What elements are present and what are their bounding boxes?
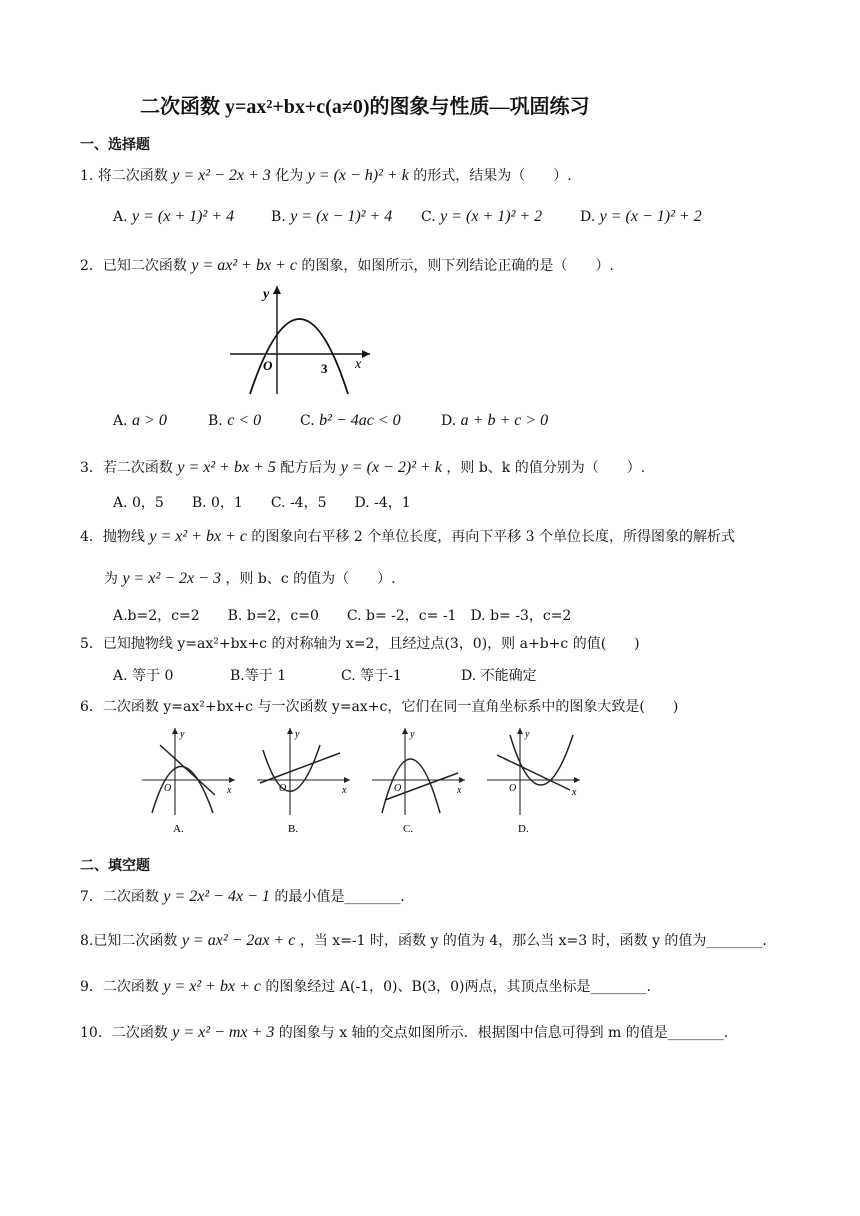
graph-x-label: x [572,787,577,798]
option-text: 等于 0 [132,668,174,684]
q1-mid: 化为 [275,168,304,184]
x-axis-arrow [574,777,580,783]
q5-option-c[interactable] [341,665,402,685]
option-label: C. [421,209,436,225]
graph-origin-label: O [263,358,273,373]
q6-graph-b[interactable] [255,725,355,835]
q9-pre: 9．二次函数 [80,979,159,995]
graph-x-label: x [342,785,347,796]
q4-options[interactable]: A.b=2，c=2 B. b=2，c=0 C. b= -2，c= -1 D. b= -3，c=2 [113,608,572,624]
q4-pre2: 为 [104,571,118,587]
graph-origin-label: O [164,783,172,794]
q5-option-d[interactable] [461,665,537,685]
q10-answer-blank[interactable]: 的图象与 x 轴的交点如图所示．根据图中信息可得到 m 的值是________. [278,1025,729,1041]
graph-option-label: A. [173,823,184,835]
graph-y-label: y [180,729,185,740]
q4-pre: 4．抛物线 [80,529,145,545]
option-label: A. [113,413,128,429]
option-label: C. [300,413,315,429]
q5-option-a[interactable] [113,665,173,685]
graph-origin-label: O [509,783,517,794]
graph-root-label: 3 [321,361,328,376]
line-graph [260,753,340,783]
question-5: 5．已知抛物线 y=ax²+bx+c 的对称轴为 x=2，且经过点(3，0)，则 a+b+c 的值( ) [80,636,640,652]
q8-pre: 8.已知二次函数 [80,933,178,949]
q5-option-b[interactable] [230,665,286,685]
q3-pre: 3．若二次函数 [80,460,173,476]
parabola-curve [152,767,213,814]
q10-pre: 10．二次函数 [80,1025,168,1041]
x-axis-arrow [344,777,350,783]
y-axis-arrow [517,728,523,734]
graph-origin-label: O [394,783,402,794]
option-label: B. [230,668,245,684]
q4-post2: ，则 b、c 的值为（ ）. [225,571,396,587]
option-text: b² − 4ac < 0 [319,412,401,429]
q1-option-b[interactable] [271,208,392,226]
option-text: 不能确定 [480,668,537,684]
q6-graph-d[interactable] [485,725,585,835]
option-text: a > 0 [132,412,167,429]
y-axis-arrow [273,286,281,294]
question-4-line2 [104,568,396,588]
q4-formula2: y = x² − 2x − 3 [122,570,221,587]
q2-option-a[interactable] [113,412,167,430]
question-9 [80,976,651,996]
option-text: y = (x + 1)² + 2 [440,208,543,225]
q3-mid: 配方后为 [280,460,337,476]
option-text: y = (x − 1)² + 2 [599,208,702,225]
q3-formula2: y = (x − 2)² + k [340,459,442,476]
section-heading-choice: 一、选择题 [80,137,150,153]
question-4-line1 [80,526,735,546]
q2-parabola-graph [225,282,375,397]
parabola-curve [263,745,320,791]
q6-graph-a[interactable] [140,725,240,835]
x-axis-arrow [459,777,465,783]
q2-option-c[interactable] [300,412,401,430]
question-3 [80,457,645,477]
question-1 [80,165,572,185]
q7-pre: 7．二次函数 [80,889,159,905]
question-8 [80,930,767,950]
option-label: A. [113,668,128,684]
option-text: 等于-1 [360,668,402,684]
question-2 [80,255,614,275]
q8-answer-blank[interactable]: ，当 x=-1 时，函数 y 的值为 4，那么当 x=3 时，函数 y 的值为________. [299,933,767,949]
graph-option-label: B. [288,823,299,835]
page-title: 二次函数 y=ax²+bx+c(a≠0)的图象与性质—巩固练习 [140,96,590,118]
graph-option-label: C. [403,823,414,835]
graph-y-label: y [410,729,415,740]
option-text: a + b + c > 0 [460,412,549,429]
y-axis-arrow [172,728,178,734]
q1-option-c[interactable] [421,208,542,226]
option-label: D. [441,413,457,429]
q9-answer-blank[interactable]: 的图象经过 A(-1，0)、B(3，0)两点，其顶点坐标是________. [265,979,651,995]
q8-formula: y = ax² − 2ax + c [181,932,296,949]
graph-y-label: y [295,729,300,740]
q9-formula: y = x² + bx + c [163,978,261,995]
section-heading-fill: 二、填空题 [80,858,150,874]
q2-post: 的图象，如图所示，则下列结论正确的是（ ）. [301,258,614,274]
q4-formula1: y = x² + bx + c [149,528,247,545]
line-graph [497,755,570,790]
q4-post1: 的图象向右平移 2 个单位长度，再向下平移 3 个单位长度，所得图象的解析式 [251,529,736,545]
question-7 [80,886,405,906]
q2-pre: 2．已知二次函数 [80,258,187,274]
parabola-curve [250,319,348,394]
y-axis-arrow [287,728,293,734]
graph-origin-label: O [279,783,287,794]
q7-formula: y = 2x² − 4x − 1 [163,888,270,905]
option-label: D. [461,668,477,684]
parabola-curve [382,759,440,813]
q1-post: 的形式，结果为（ ）. [413,168,572,184]
option-label: A. [113,209,128,225]
q1-formula1: y = x² − 2x + 3 [172,167,271,184]
x-axis-arrow [229,777,235,783]
graph-y-label: y [525,729,530,740]
option-label: B. [208,413,223,429]
q1-option-a[interactable] [113,208,234,226]
option-text: c < 0 [227,412,262,429]
q3-formula1: y = x² + bx + 5 [177,459,276,476]
q2-formula: y = ax² + bx + c [191,257,297,274]
option-label: C. [341,668,356,684]
graph-x-label: x [457,785,462,796]
q3-options[interactable]: A. 0，5 B. 0，1 C. -4，5 D. -4，1 [113,495,411,511]
q2-option-d[interactable] [441,412,548,430]
x-axis-arrow [362,350,370,358]
graph-x-label: x [355,357,362,372]
option-text: y = (x − 1)² + 4 [290,208,393,225]
question-10 [80,1022,728,1042]
graph-option-label: D. [518,823,529,835]
q1-formula2: y = (x − h)² + k [307,167,409,184]
graph-y-label: y [263,287,270,302]
graph-x-label: x [227,785,232,796]
q6-graph-c[interactable] [370,725,470,835]
q1-option-d[interactable] [580,208,702,226]
q7-answer-blank[interactable]: 的最小值是________. [274,889,405,905]
q10-formula: y = x² − mx + 3 [172,1024,275,1041]
option-text: 等于 1 [244,668,287,684]
q1-pre: 1. 将二次函数 [80,168,168,184]
question-6: 6．二次函数 y=ax²+bx+c 与一次函数 y=ax+c，它们在同一直角坐标系中的图象大致是( ) [80,699,679,715]
q3-post: ，则 b、k 的值分别为（ ）. [446,460,646,476]
option-text: y = (x + 1)² + 4 [132,208,235,225]
option-label: B. [271,209,286,225]
y-axis-arrow [402,728,408,734]
q2-option-b[interactable] [208,412,261,430]
option-label: D. [580,209,596,225]
